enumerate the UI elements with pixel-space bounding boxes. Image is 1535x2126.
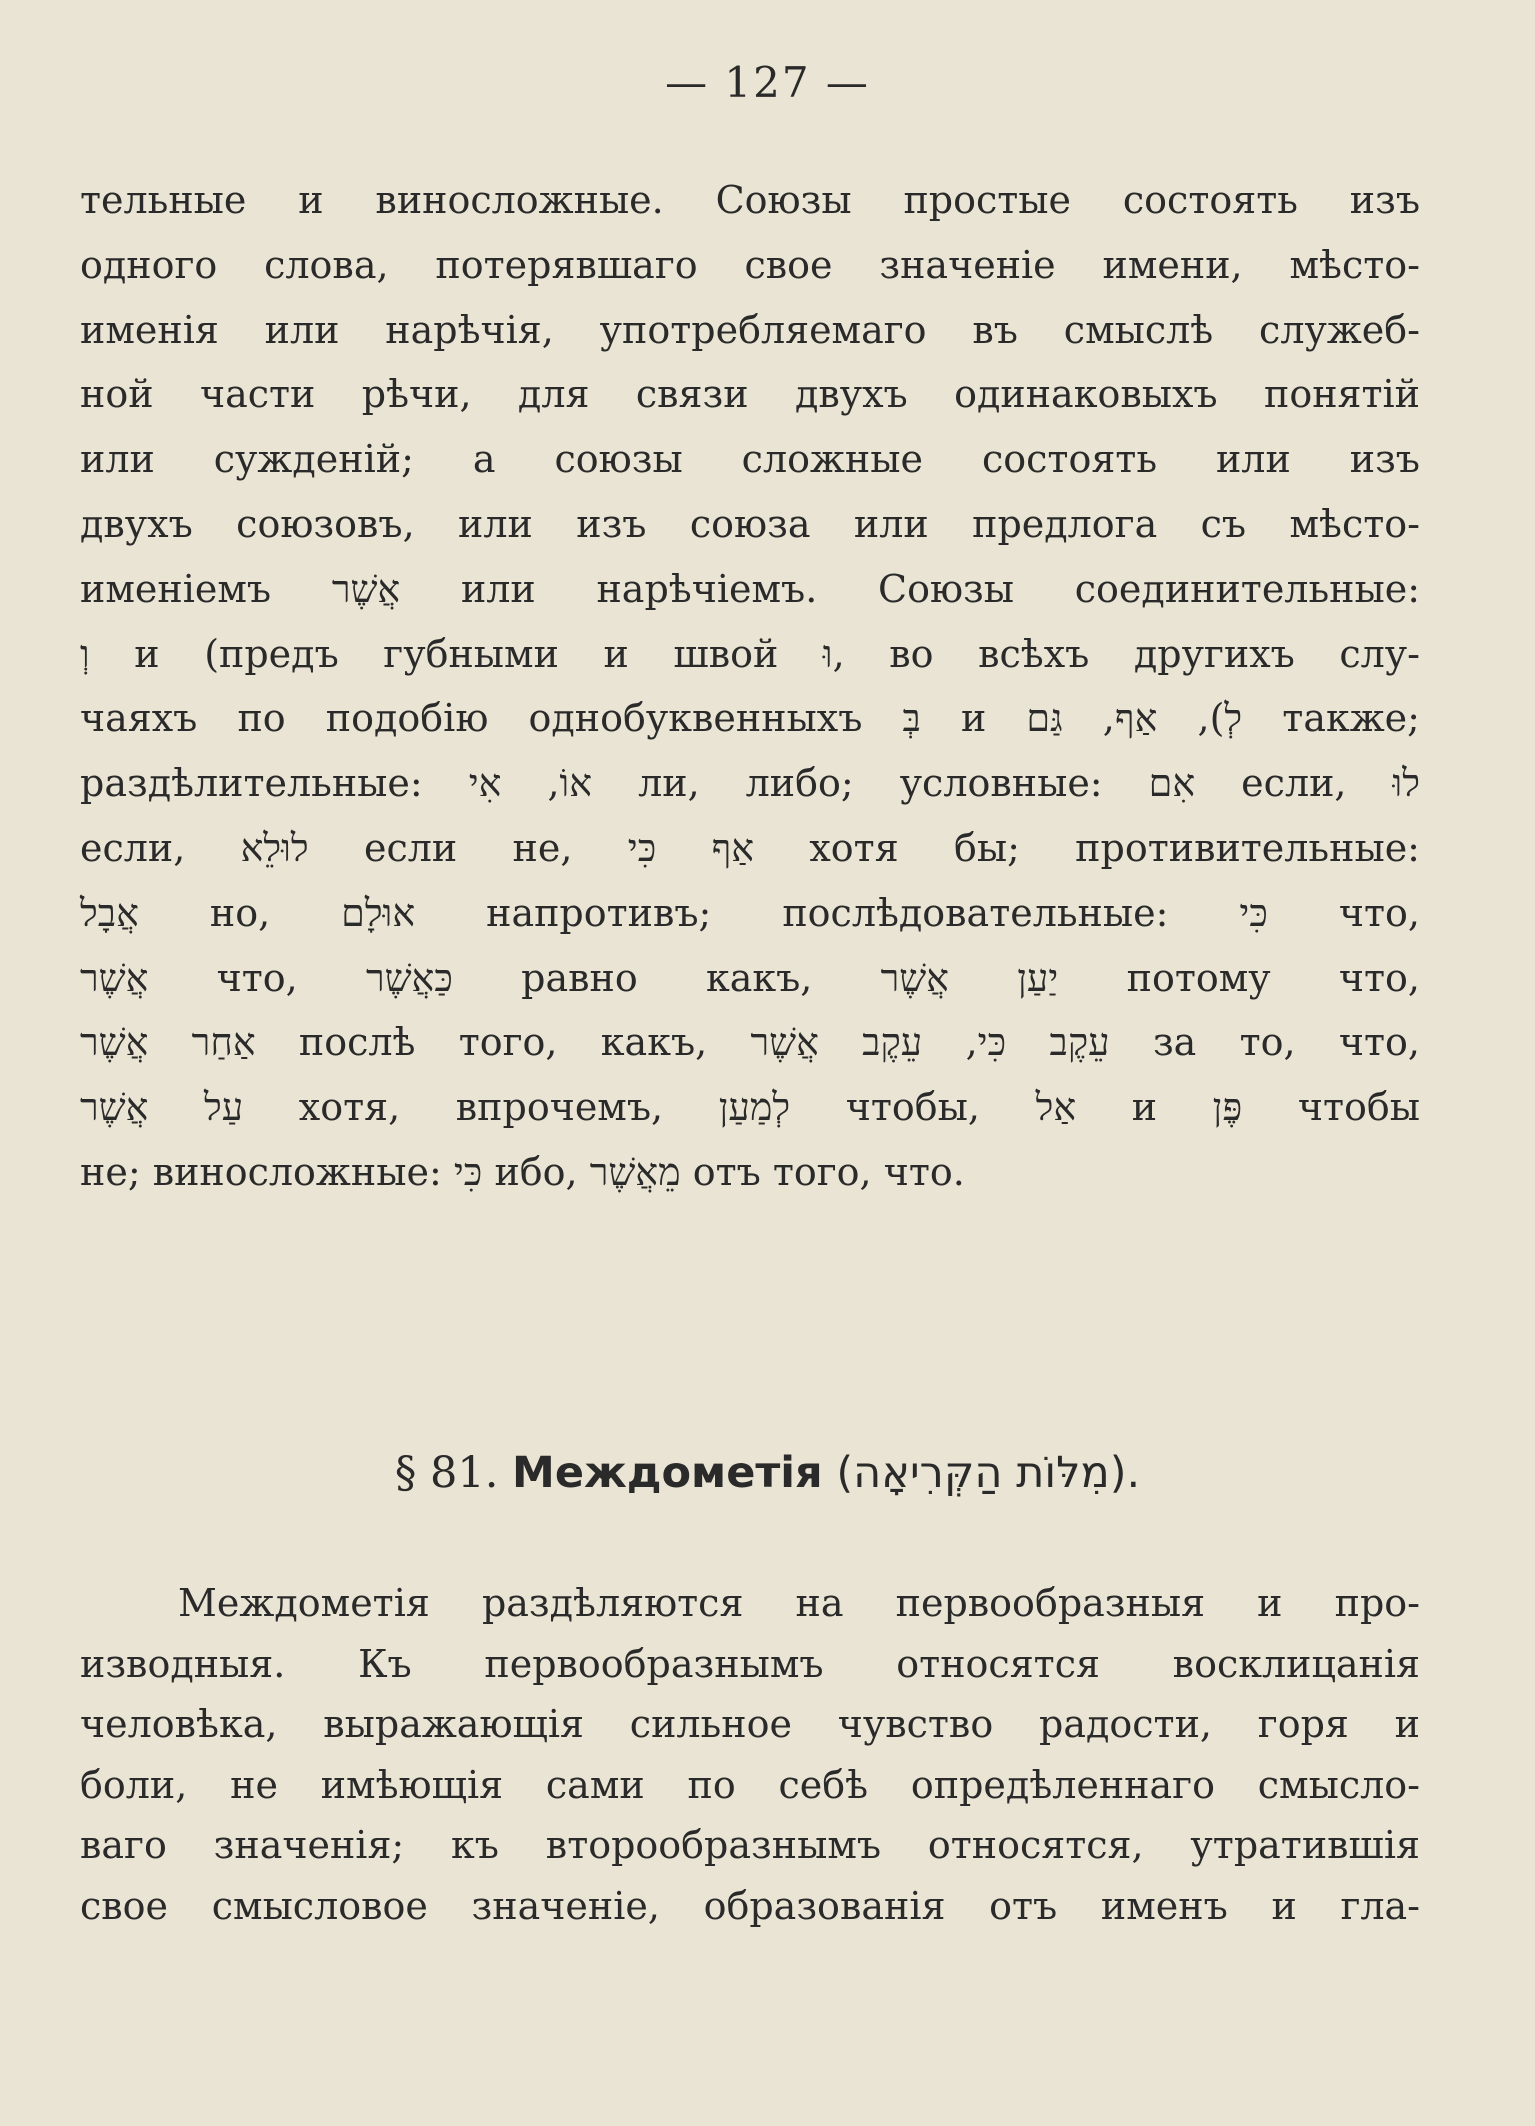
text-line: свое смысловое значеніе, образованія отъ именъ и гла- — [80, 1883, 1420, 1928]
text-line: именія или нарѣчія, употребляемаго въ смыслѣ служеб- — [80, 307, 1420, 352]
page-number: — 127 — — [665, 58, 870, 107]
text-line: אֲבָל но, אוּלָם напротивъ; послѣдовательные: כִּי что, — [80, 890, 1420, 935]
text-line: одного слова, потерявшаго свое значеніе имени, мѣсто- — [80, 242, 1420, 287]
text-line: раздѣлительные: אוֹ, אִי ли, либо; условные: אִם если, לוּ — [80, 761, 1420, 806]
section-title: Междометія — [512, 1448, 823, 1498]
text-line: чаяхъ по подобію однобуквенныхъ בְּ и לְ), אַף, גַּם также; — [80, 696, 1420, 741]
text-line: изводныя. Къ первообразнымъ относятся восклицанія — [80, 1641, 1420, 1686]
text-line: если, לוּלֵא если не, אַף כִּי хотя бы; противительные: — [80, 825, 1420, 870]
text-line: ваго значенія; къ второобразнымъ относятся, утратившія — [80, 1823, 1420, 1867]
text-line: или сужденій; а союзы сложные состоять или изъ — [80, 437, 1420, 482]
text-line: двухъ союзовъ, или изъ союза или предлога съ мѣсто- — [80, 501, 1420, 546]
text-line: וְ и (предъ губными и швой וּ, во всѣхъ другихъ слу- — [80, 631, 1420, 676]
section-heading — [0, 1448, 1535, 1498]
section-title-hebrew: (מִלּוֹת הַקְּרִיאָה). — [836, 1448, 1141, 1498]
text-line: боли, не имѣющія сами по себѣ опредѣленнаго смысло- — [80, 1762, 1420, 1807]
text-line: тельные и виносложные. Союзы простые состоять изъ — [80, 178, 1420, 222]
section-81-body — [80, 1573, 1420, 1936]
text-line: не; виносложные: כִּי ибо, מֵאֲשֶׁר отъ того, что. — [80, 1149, 965, 1194]
text-line: ной части рѣчи, для связи двухъ одинаковыхъ понятій — [80, 372, 1420, 417]
section-number: § 81. — [394, 1448, 499, 1498]
text-line: אַחַר אֲשֶׁר послѣ того, какъ, עֵקֶב כִּי, עֵקֶב אֲשֶׁר за то, что, — [80, 1020, 1420, 1065]
text-line: именіемъ אֲשֶׁר или нарѣчіемъ. Союзы соединительные: — [80, 566, 1420, 611]
text-line: Междометія раздѣляются на первообразныя и про- — [178, 1581, 1420, 1625]
section-80-continuation — [80, 168, 1420, 1205]
text-line: человѣка, выражающія сильное чувство радости, горя и — [80, 1702, 1420, 1746]
text-line: אֲשֶׁר что, כַּאֲשֶׁר равно какъ, יַעַן אֲשֶׁר потому что, — [80, 955, 1420, 1000]
text-line: עַל אֲשֶׁר хотя, впрочемъ, לְמַעַן чтобы, אַל и פֶּן чтобы — [80, 1085, 1421, 1130]
